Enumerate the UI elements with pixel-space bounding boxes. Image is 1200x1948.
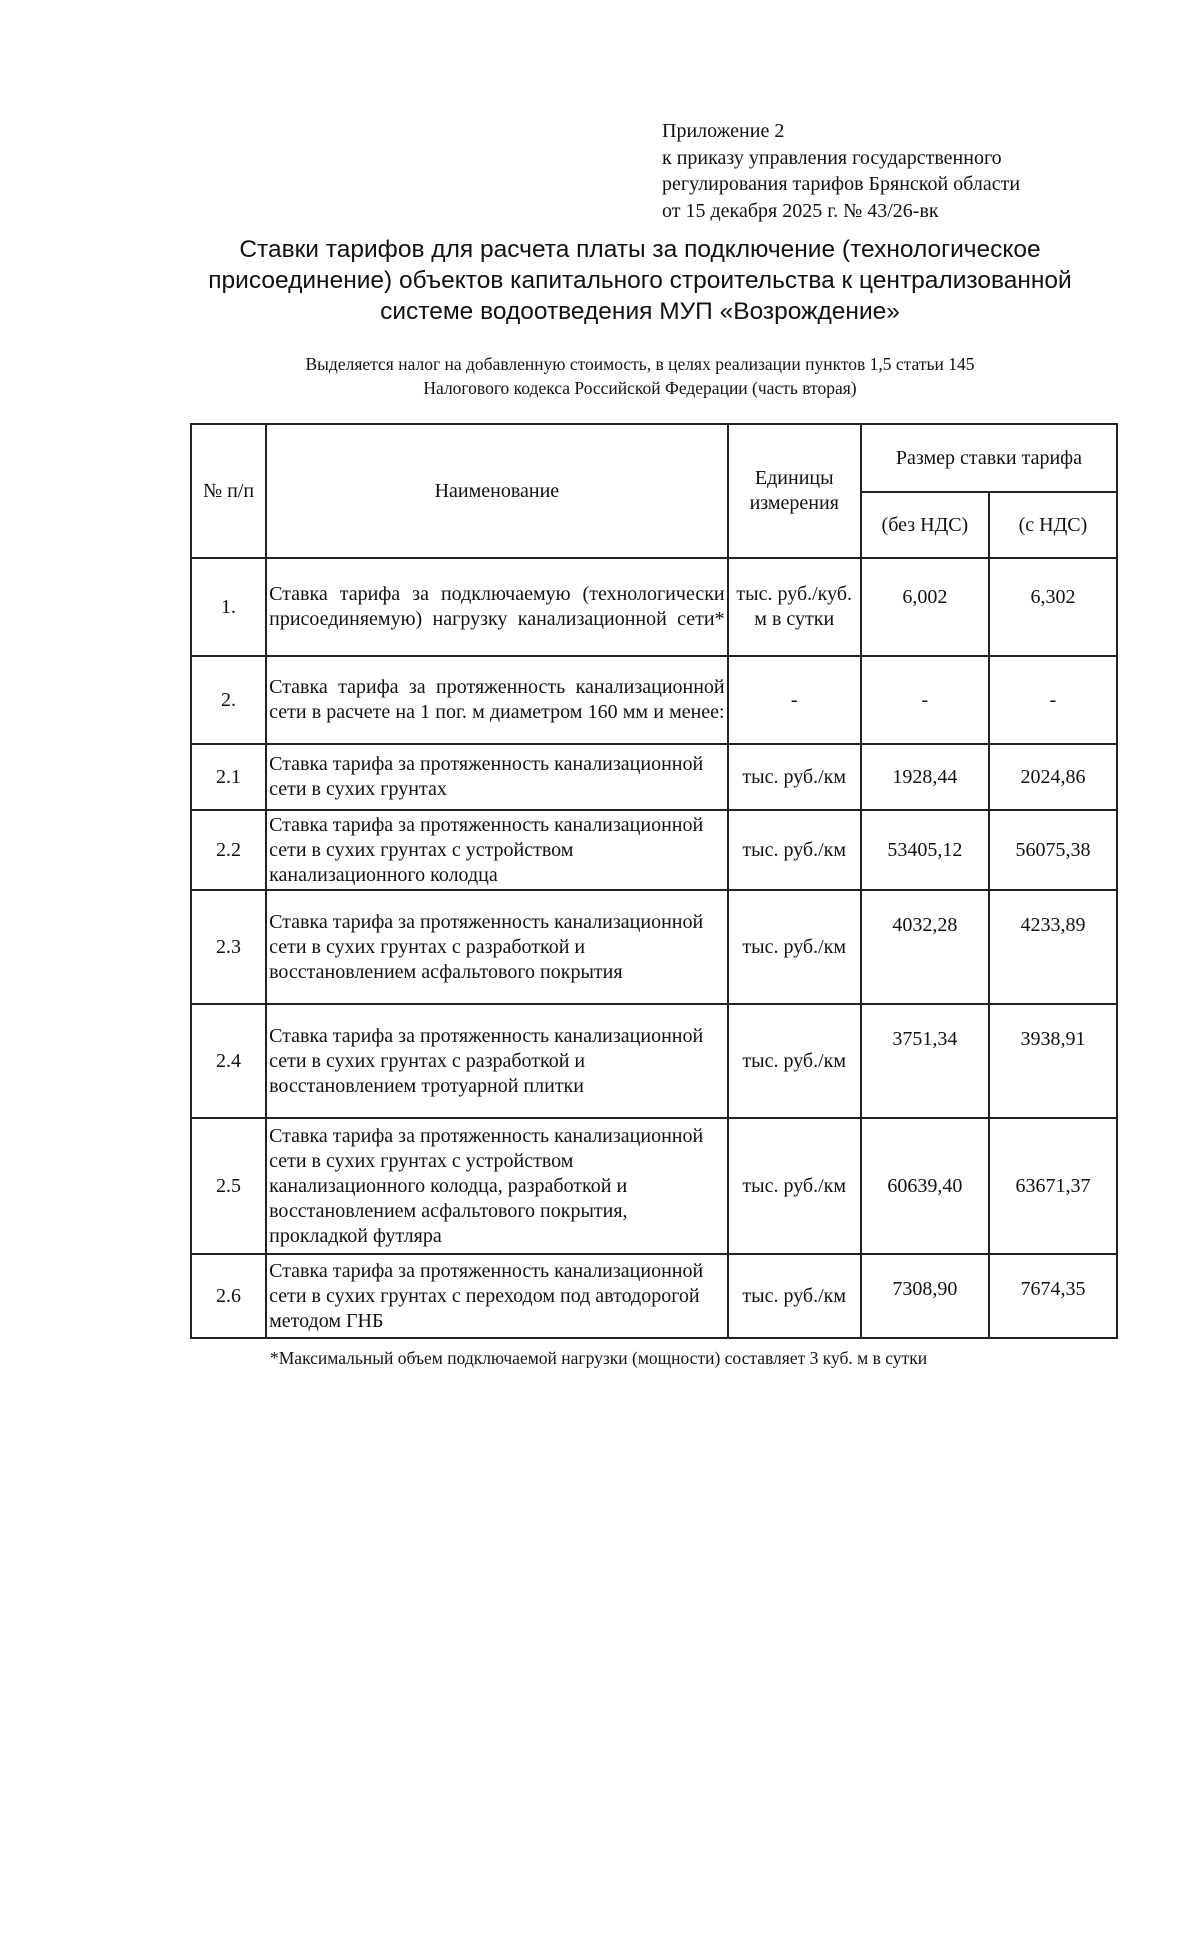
table-row xyxy=(191,810,1117,890)
row-with-vat: 3938,91 xyxy=(989,1004,1117,1118)
appendix-block xyxy=(662,118,1020,224)
row-with-vat: 6,302 xyxy=(989,558,1117,656)
row-without-vat: 53405,12 xyxy=(861,810,989,890)
row-with-vat: 7674,35 xyxy=(989,1254,1117,1338)
row-without-vat: 4032,28 xyxy=(861,890,989,1004)
row-without-vat: - xyxy=(861,656,989,744)
tariff-table xyxy=(190,423,1118,1339)
row-name: Ставка тарифа за протяженность канализационной сети в расчете на 1 пог. м диаметром 160 мм и менее: xyxy=(266,656,728,744)
table-row xyxy=(191,656,1117,744)
row-with-vat: - xyxy=(989,656,1117,744)
footnote: *Максимальный объем подключаемой нагрузки (мощности) составляет 3 куб. м в сутки xyxy=(270,1348,928,1368)
table-row xyxy=(191,558,1117,656)
table-row xyxy=(191,1118,1117,1254)
header-name: Наименование xyxy=(266,424,728,558)
row-unit: тыс. руб./км xyxy=(728,1254,861,1338)
row-without-vat: 60639,40 xyxy=(861,1118,989,1254)
header-without-vat: (без НДС) xyxy=(861,492,989,558)
row-unit: тыс. руб./куб. м в сутки xyxy=(728,558,861,656)
row-name: Ставка тарифа за протяженность канализационной сети в сухих грунтах с устройством канализационного колодца xyxy=(266,810,728,890)
row-with-vat: 4233,89 xyxy=(989,890,1117,1004)
row-unit: тыс. руб./км xyxy=(728,890,861,1004)
table-row xyxy=(191,890,1117,1004)
row-unit: - xyxy=(728,656,861,744)
row-without-vat: 6,002 xyxy=(861,558,989,656)
row-unit: тыс. руб./км xyxy=(728,810,861,890)
row-name: Ставка тарифа за подключаемую (технологически присоединяемую) нагрузку канализационной сети* xyxy=(266,558,728,656)
row-unit: тыс. руб./км xyxy=(728,1118,861,1254)
vat-note-line: Налогового кодекса Российской Федерации (часть вторая) xyxy=(423,378,857,398)
vat-note-line: Выделяется налог на добавленную стоимость, в целях реализации пунктов 1,5 статьи 145 xyxy=(305,354,975,374)
row-name: Ставка тарифа за протяженность канализационной сети в сухих грунтах с устройством канализационного колодца, разработкой и восстановлением асфальтового покрытия, прокладкой футляра xyxy=(266,1118,728,1254)
row-name: Ставка тарифа за протяженность канализационной сети в сухих грунтах с переходом под автодорогой методом ГНБ xyxy=(266,1254,728,1338)
table-row xyxy=(191,1004,1117,1118)
row-num: 2.4 xyxy=(191,1004,266,1118)
table-row xyxy=(191,744,1117,810)
title-line: присоединение) объектов капитального строительства к централизованной xyxy=(208,267,1072,294)
row-num: 2.5 xyxy=(191,1118,266,1254)
title-line: Ставки тарифов для расчета платы за подключение (технологическое xyxy=(239,236,1041,263)
appendix-line: к приказу управления государственного xyxy=(662,146,1002,169)
row-num: 1. xyxy=(191,558,266,656)
header-num: № п/п xyxy=(191,424,266,558)
table-row xyxy=(191,1254,1117,1338)
row-with-vat: 56075,38 xyxy=(989,810,1117,890)
row-num: 2.1 xyxy=(191,744,266,810)
header-rate: Размер ставки тарифа xyxy=(861,424,1117,492)
vat-note xyxy=(200,352,1080,400)
appendix-line: Приложение 2 xyxy=(662,120,785,142)
row-without-vat: 1928,44 xyxy=(861,744,989,810)
row-with-vat: 2024,86 xyxy=(989,744,1117,810)
row-unit: тыс. руб./км xyxy=(728,1004,861,1118)
row-name: Ставка тарифа за протяженность канализационной сети в сухих грунтах с разработкой и восстановлением асфальтового покрытия xyxy=(266,890,728,1004)
row-num: 2. xyxy=(191,656,266,744)
row-num: 2.3 xyxy=(191,890,266,1004)
row-num: 2.2 xyxy=(191,810,266,890)
appendix-line: регулирования тарифов Брянской области xyxy=(662,173,1021,195)
header-unit: Единицы измерения xyxy=(728,424,861,558)
title-line: системе водоотведения МУП «Возрождение» xyxy=(380,298,900,325)
row-num: 2.6 xyxy=(191,1254,266,1338)
row-unit: тыс. руб./км xyxy=(728,744,861,810)
table-header-row xyxy=(191,424,1117,492)
row-without-vat: 7308,90 xyxy=(861,1254,989,1338)
appendix-line: от 15 декабря 2025 г. № 43/26-вк xyxy=(662,199,939,222)
row-without-vat: 3751,34 xyxy=(861,1004,989,1118)
row-with-vat: 63671,37 xyxy=(989,1118,1117,1254)
row-name: Ставка тарифа за протяженность канализационной сети в сухих грунтах xyxy=(266,744,728,810)
document-title xyxy=(200,234,1080,327)
row-name: Ставка тарифа за протяженность канализационной сети в сухих грунтах с разработкой и восстановлением тротуарной плитки xyxy=(266,1004,728,1118)
header-with-vat: (с НДС) xyxy=(989,492,1117,558)
